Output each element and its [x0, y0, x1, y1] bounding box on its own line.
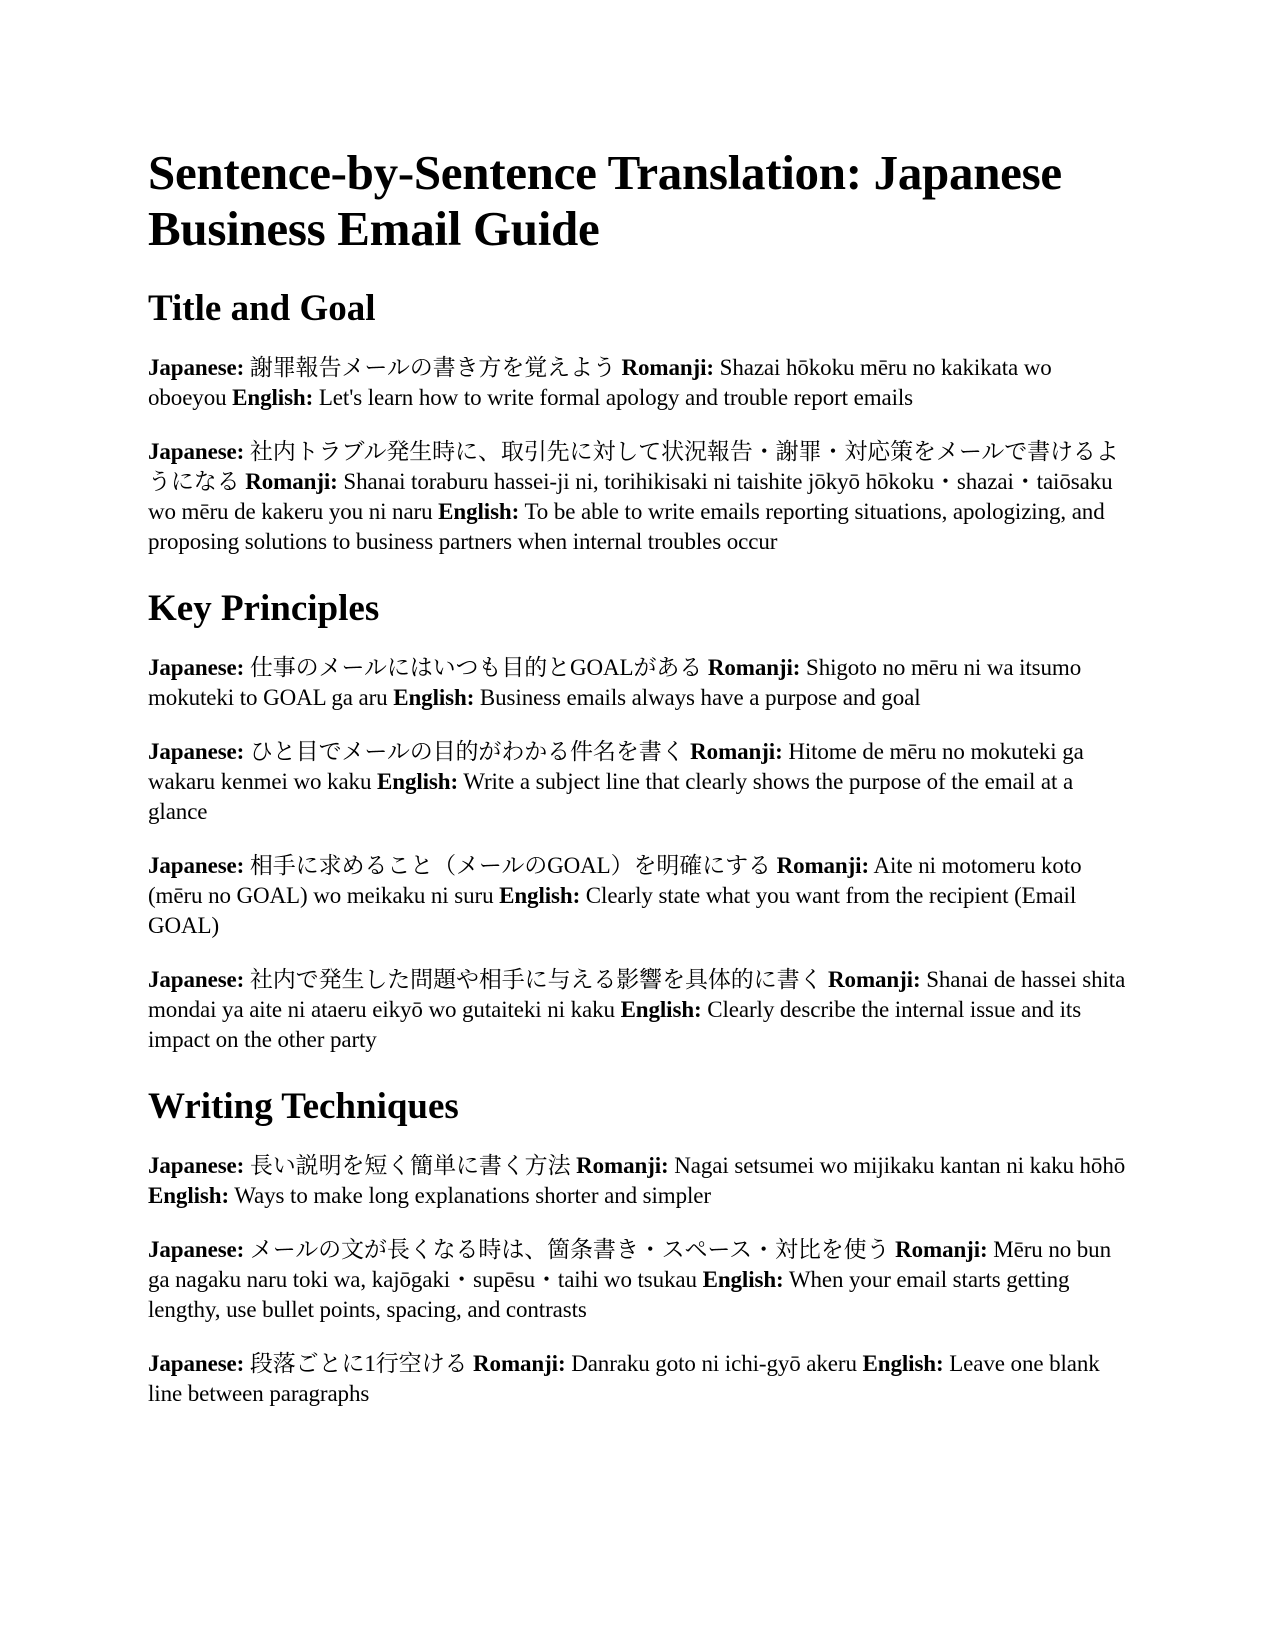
japanese-label: Japanese:	[148, 1237, 245, 1262]
romanji-text: Mēru no bun ga nagaku naru toki wa, kajōgaki・supēsu・taihi wo tsukau	[148, 1237, 1111, 1292]
entry-list	[148, 353, 1132, 557]
english-label: English:	[620, 997, 702, 1022]
english-text: Business emails always have a purpose and goal	[479, 685, 921, 710]
japanese-text: 社内トラブル発生時に、取引先に対して状況報告・謝罪・対応策をメールで書けるようになる	[148, 439, 1119, 494]
english-label: English:	[862, 1351, 944, 1376]
romanji-text: Hitome de mēru no mokuteki ga wakaru kenmei wo kaku	[148, 739, 1084, 794]
translation-entry	[148, 851, 1132, 941]
romanji-label: Romanji:	[895, 1237, 988, 1262]
japanese-label: Japanese:	[148, 739, 245, 764]
romanji-text: Shazai hōkoku mēru no kakikata wo oboeyou	[148, 355, 1052, 410]
english-label: English:	[148, 1183, 230, 1208]
japanese-text: 謝罪報告メールの書き方を覚えよう	[249, 355, 616, 380]
english-text: Clearly state what you want from the recipient (Email GOAL)	[148, 883, 1077, 938]
romanji-text: Shanai toraburu hassei-ji ni, torihikisaki ni taishite jōkyō hōkoku・shazai・taiōsaku wo mēru de kakeru you ni naru	[148, 469, 1113, 524]
romanji-text: Danraku goto ni ichi-gyō akeru	[571, 1351, 857, 1376]
english-text: Clearly describe the internal issue and its impact on the other party	[148, 997, 1082, 1052]
section-heading: Title and Goal	[148, 288, 376, 329]
english-text: When your email starts getting lengthy, use bullet points, spacing, and contrasts	[148, 1267, 1070, 1322]
section-writing-techniques	[148, 1085, 1132, 1409]
english-text: Let's learn how to write formal apology and trouble report emails	[318, 385, 914, 410]
romanji-text: Aite ni motomeru koto (mēru no GOAL) wo meikaku ni suru	[148, 853, 1082, 908]
entry-list	[148, 1151, 1132, 1409]
section-heading: Writing Techniques	[148, 1086, 459, 1127]
romanji-label: Romanji:	[621, 355, 714, 380]
japanese-label: Japanese:	[148, 1351, 245, 1376]
romanji-text: Shigoto no mēru ni wa itsumo mokuteki to GOAL ga aru	[148, 655, 1082, 710]
japanese-text: 段落ごとに1行空ける	[249, 1351, 468, 1376]
document-page	[148, 0, 1132, 1409]
japanese-text: 社内で発生した問題や相手に与える影響を具体的に書く	[249, 967, 823, 992]
japanese-text: 仕事のメールにはいつも目的とGOALがある	[249, 655, 703, 680]
translation-entry	[148, 965, 1132, 1055]
entry-list	[148, 653, 1132, 1055]
japanese-text: 相手に求めること（メールのGOAL）を明確にする	[249, 853, 771, 878]
english-text: Write a subject line that clearly shows the purpose of the email at a glance	[148, 769, 1074, 824]
romanji-label: Romanji:	[245, 469, 338, 494]
english-label: English:	[393, 685, 475, 710]
translation-entry	[148, 1349, 1132, 1409]
japanese-label: Japanese:	[148, 967, 245, 992]
section-heading: Key Principles	[148, 588, 380, 629]
japanese-label: Japanese:	[148, 853, 245, 878]
japanese-label: Japanese:	[148, 1153, 245, 1178]
romanji-label: Romanji:	[576, 1153, 669, 1178]
english-text: Ways to make long explanations shorter and simpler	[234, 1183, 711, 1208]
japanese-label: Japanese:	[148, 655, 245, 680]
translation-entry	[148, 1151, 1132, 1211]
romanji-label: Romanji:	[776, 853, 870, 878]
english-label: English:	[438, 499, 520, 524]
romanji-label: Romanji:	[828, 967, 921, 992]
japanese-text: メールの文が長くなる時は、箇条書き・スペース・対比を使う	[249, 1237, 890, 1262]
english-text: Leave one blank line between paragraphs	[148, 1351, 1100, 1406]
document-title: Sentence-by-Sentence Translation: Japanese Business Email Guide	[148, 145, 1062, 256]
translation-entry	[148, 1235, 1132, 1325]
romanji-label: Romanji:	[690, 739, 783, 764]
japanese-label: Japanese:	[148, 439, 245, 464]
romanji-label: Romanji:	[473, 1351, 566, 1376]
english-label: English:	[232, 385, 314, 410]
english-label: English:	[702, 1267, 784, 1292]
romanji-text: Shanai de hassei shita mondai ya aite ni ataeru eikyō wo gutaiteki ni kaku	[148, 967, 1126, 1022]
english-text: To be able to write emails reporting situations, apologizing, and proposing solutions to business partners when internal troubles occur	[148, 499, 1105, 554]
japanese-text: ひと目でメールの目的がわかる件名を書く	[249, 739, 685, 764]
japanese-text: 長い説明を短く簡単に書く方法	[249, 1153, 571, 1178]
english-label: English:	[377, 769, 459, 794]
romanji-text: Nagai setsumei wo mijikaku kantan ni kaku hōhō	[674, 1153, 1126, 1178]
english-label: English:	[499, 883, 581, 908]
section-key-principles	[148, 587, 1132, 1055]
translation-entry	[148, 353, 1132, 413]
translation-entry	[148, 737, 1132, 827]
romanji-label: Romanji:	[707, 655, 801, 680]
translation-entry	[148, 437, 1132, 557]
japanese-label: Japanese:	[148, 355, 245, 380]
translation-entry	[148, 653, 1132, 713]
section-title-and-goal	[148, 287, 1132, 557]
